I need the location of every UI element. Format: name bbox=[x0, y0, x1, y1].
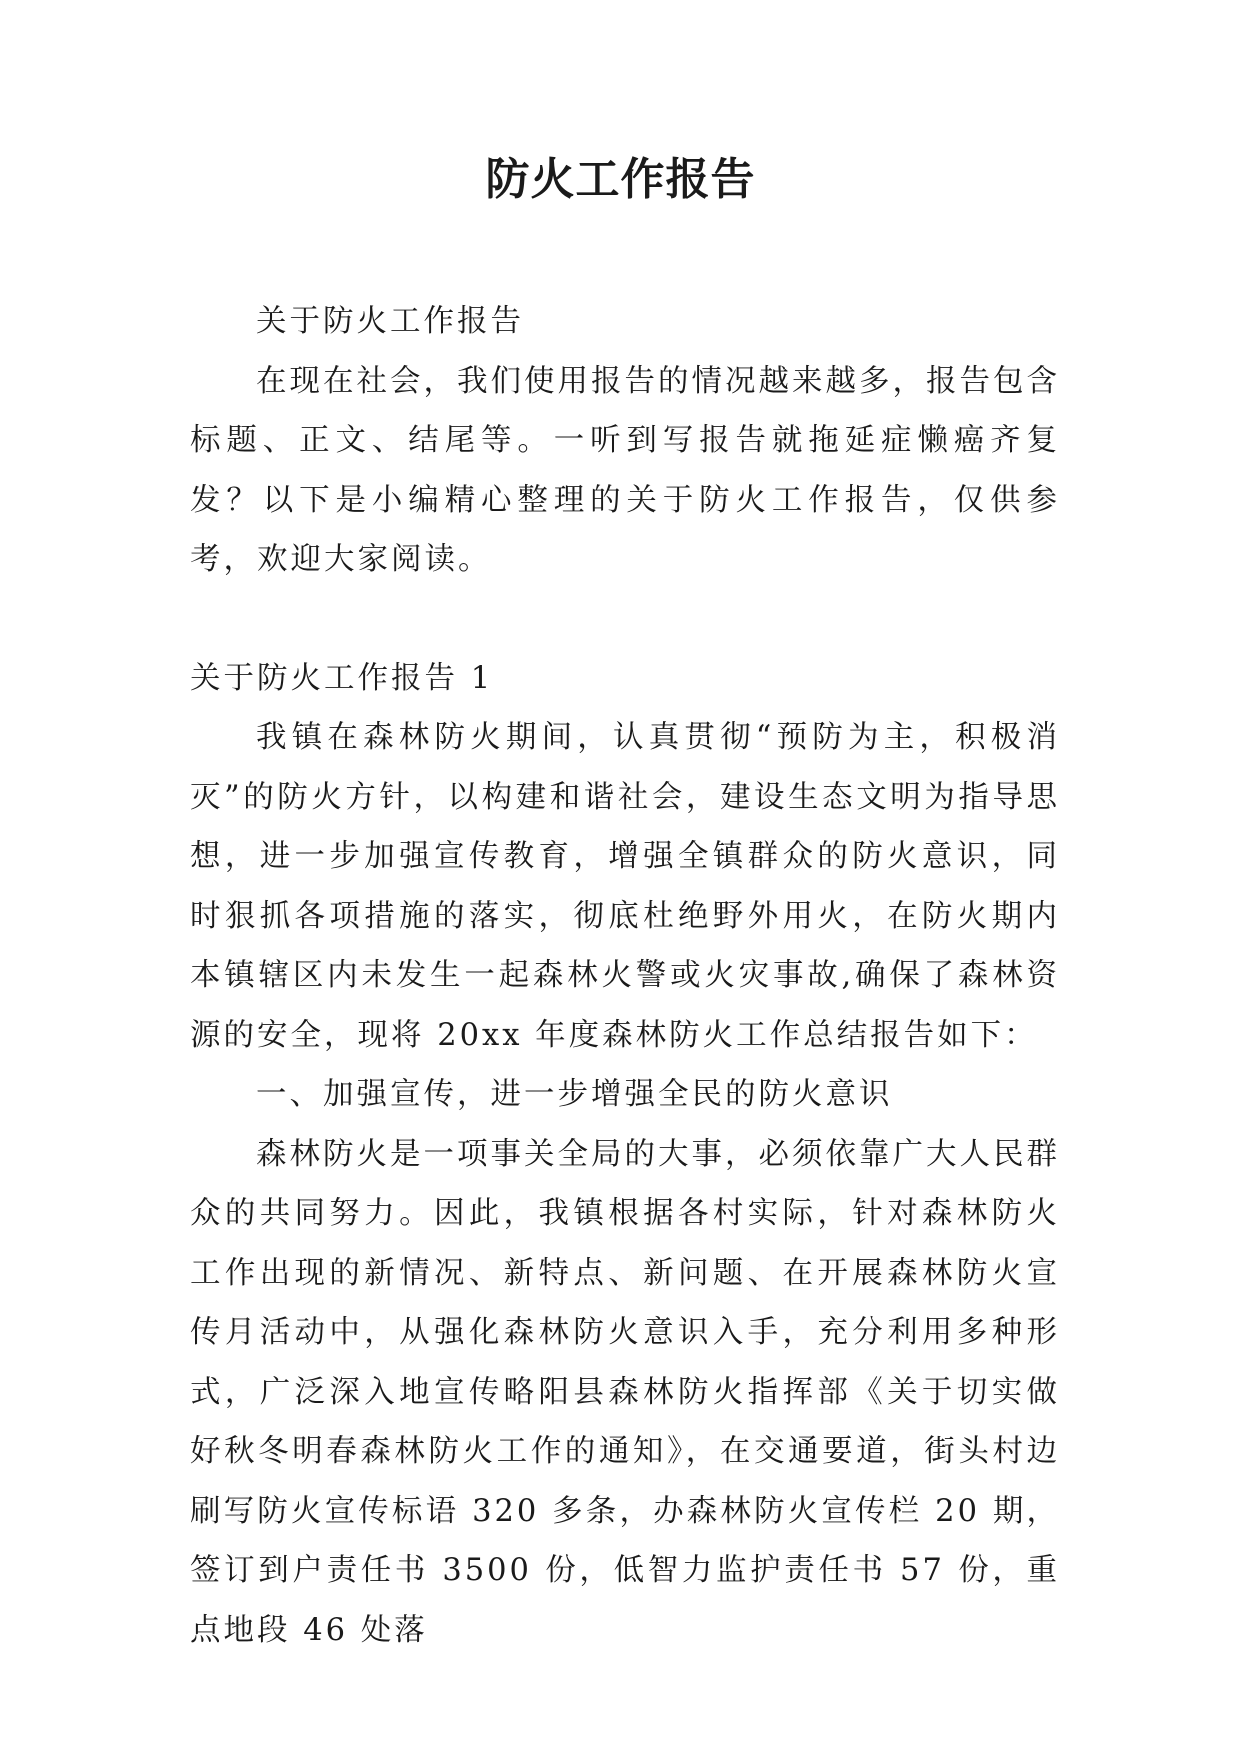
paragraph-gap bbox=[190, 590, 1060, 649]
subsection-heading: 一、加强宣传，进一步增强全民的防火意识 bbox=[256, 1077, 893, 1112]
section-heading: 关于防火工作报告 1 bbox=[190, 660, 494, 696]
document-title: 防火工作报告 bbox=[485, 154, 756, 205]
intro-paragraph: 在现在社会，我们使用报告的情况越来越多，报告包含标题、正文、结尾等。一听到写报告就拖延症懒癌齐复发？以下是小编精心整理的关于防火工作报告，仅供参考，欢迎大家阅读。 bbox=[190, 363, 1060, 577]
intro-heading: 关于防火工作报告 bbox=[256, 304, 524, 339]
section-paragraph: 我镇在森林防火期间，认真贯彻“预防为主，积极消灭”的防火方针，以构建和谐社会，建设生态文明为指导思想，进一步加强宣传教育，增强全镇群众的防火意识，同时狠抓各项措施的落实，彻底杜绝野外用火，在防火期内本镇辖区内未发生一起森林火警或火灾事故,确保了森林资源的安全，现将 20xx 年度森林防火工作总结报告如下： bbox=[190, 720, 1060, 1053]
section-paragraph: 森林防火是一项事关全局的大事，必须依靠广大人民群众的共同努力。因此，我镇根据各村实际，针对森林防火工作出现的新情况、新特点、新问题、在开展森林防火宣传月活动中，从强化森林防火意识入手，充分利用多种形式，广泛深入地宣传略阳县森林防火指挥部《关于切实做好秋冬明春森林防火工作的通知》，在交通要道，街头村边刷写防火宣传标语 320 多条，办森林防火宣传栏 20 期，签订到户责任书 3500 份，低智力监护责任书 57 份，重点地段 46 处落 bbox=[190, 1136, 1060, 1648]
document-body bbox=[190, 292, 1060, 1660]
